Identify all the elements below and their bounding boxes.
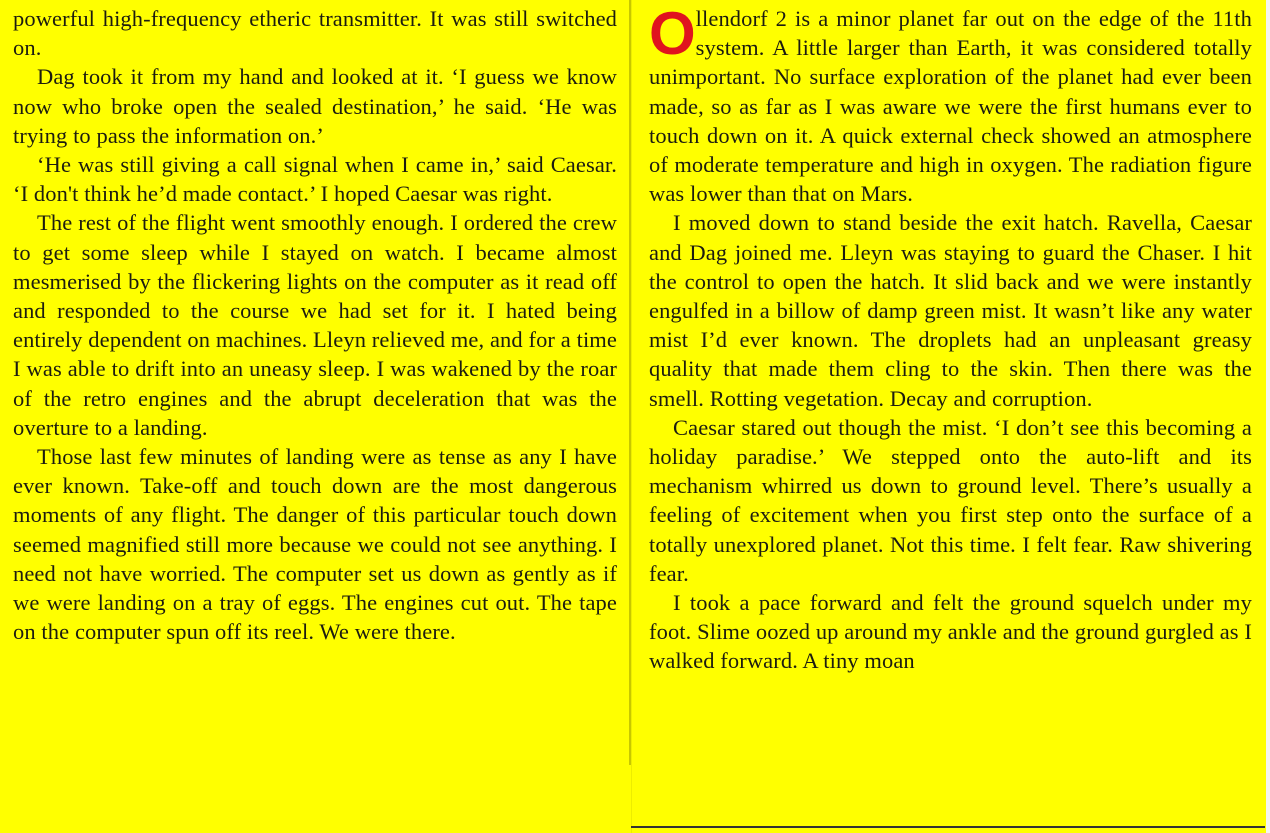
paragraph: powerful high-frequency etheric transmitter. It was still switched on. — [13, 6, 617, 61]
paragraph: ‘He was still giving a call signal when I came in,’ said Caesar. ‘I don't think he’d made contact.’ I hoped Caesar was right. — [13, 152, 617, 207]
paragraph: I took a pace forward and felt the ground squelch under my foot. Slime oozed up around my ankle and the ground gurgled as I walked forward. A tiny moan — [649, 590, 1252, 674]
page-gutter-highlight — [631, 0, 632, 833]
page-edge — [1266, 0, 1270, 833]
left-column — [13, 4, 617, 646]
paragraph: The rest of the flight went smoothly enough. I ordered the crew to get some sleep while I stayed on watch. I became almost mesmerised by the flickering lights on the computer as it read off and responded to the course we had set for it. I hated being entirely dependent on machines. Lleyn relieved me, and for a time I was able to drift into an uneasy sleep. I was wakened by the roar of the retro engines and the abrupt deceleration that was the overture to a landing. — [13, 210, 617, 440]
opening-text: llendorf 2 is a minor planet far out on the edge of the 11th system. A little larger than Earth, it was considered totally unimportant. No surface exploration of the planet had ever been made, so as far as I was aware we were the first humans ever to touch down on it. A quick external check showed an atmosphere of moderate temperature and high in oxygen. The radiation figure was lower than that on Mars. — [649, 6, 1252, 207]
paragraph: Those last few minutes of landing were as tense as any I have ever known. Take-off and touch down are the most dangerous moments of any flight. The danger of this particular touch down seemed magnified still more because we could not see anything. I need not have worried. The computer set us down as gently as if we were landing on a tray of eggs. The engines cut out. The tape on the computer spun off its reel. We were there. — [13, 444, 617, 645]
right-column — [649, 0, 1252, 676]
paragraph: Dag took it from my hand and looked at it. ‘I guess we know now who broke open the sealed destination,’ he said. ‘He was trying to pass the information on.’ — [13, 64, 617, 148]
chapter-opening-paragraph — [649, 0, 1252, 208]
paragraph: Caesar stared out though the mist. ‘I don’t see this becoming a holiday paradise.’ We stepped onto the auto-lift and its mechanism whirred us down to ground level. There’s usually a feeling of excitement when you first step onto the surface of a totally unexplored planet. Not this time. I felt fear. Raw shivering fear. — [649, 414, 1252, 586]
drop-cap: O — [649, 0, 694, 67]
bottom-edge-line — [631, 826, 1265, 828]
paragraph: I moved down to stand beside the exit hatch. Ravella, Caesar and Dag joined me. Lleyn was staying to guard the Chaser. I hit the control to open the hatch. It slid back and we were instantly engulfed in a billow of damp green mist. It wasn’t like any water mist I’d ever known. The droplets had an unpleasant greasy quality that made them cling to the skin. Then there was the smell. Rotting vegetation. Decay and corruption. — [649, 210, 1252, 411]
